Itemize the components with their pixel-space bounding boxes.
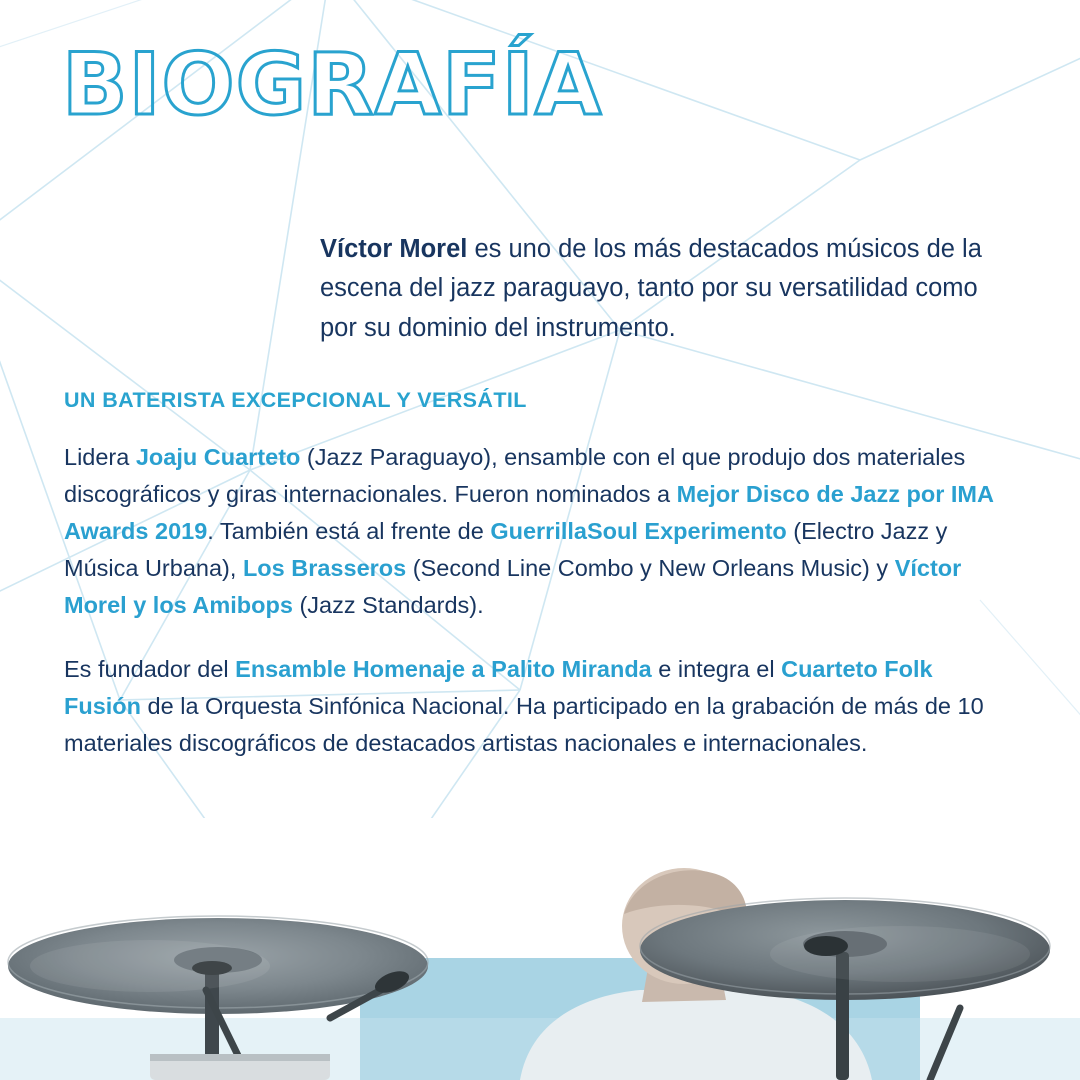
intro-paragraph [320,230,1000,349]
lead-name: Víctor Morel [320,234,468,263]
intro-text: es uno de los más destacados músicos de la escena del jazz paraguayo, tanto por su versatilidad como por su dominio del instrumento. [320,234,982,342]
highlight-ima-awards: Mejor Disco de Jazz por IMA Awards 2019 [64,480,994,544]
p1-text-a: Lidera [64,444,136,470]
paragraph-one [64,439,994,623]
p1-text-d: (Electro Jazz y Música Urbana), [64,517,948,581]
p1-text-b: (Jazz Paraguayo), ensamble con el que produjo dos materiales discográficos y giras internacionales. Fueron nominados a [64,444,966,507]
title-container [62,35,1022,152]
p1-text-f: (Jazz Standards). [292,591,484,618]
highlight-guerrillasoul: GuerrillaSoul Experimento [490,517,787,544]
p1-text-c: . También está al frente de [207,517,491,544]
p2-text-a: Es fundador del [64,656,236,683]
p1-text-e: (Second Line Combo y New Orleans Music) y [406,554,895,581]
highlight-joaju-cuarteto: Joaju Cuarteto [135,444,301,470]
highlight-palito-miranda: Ensamble Homenaje a Palito Miranda [235,656,652,683]
paragraph-two [64,651,994,762]
section-heading: UN BATERISTA EXCEPCIONAL Y VERSÁTIL [64,388,527,412]
highlight-cuarteto-folk-fusion: Cuarteto Folk Fusión [64,656,933,720]
drummer-photo [0,818,1080,1080]
highlight-los-brasseros: Los Brasseros [242,554,407,581]
highlight-amibops: Víctor Morel y los Amibops [64,554,962,618]
body-block [64,388,994,790]
page-title: BIOGRAFÍA [62,35,603,135]
p2-text-c: de la Orquesta Sinfónica Nacional. Ha participado en la grabación de más de 10 materiales discográficos de destacados artistas nacionales e internacionales. [64,693,984,757]
p2-text-b: e integra el [651,656,782,683]
